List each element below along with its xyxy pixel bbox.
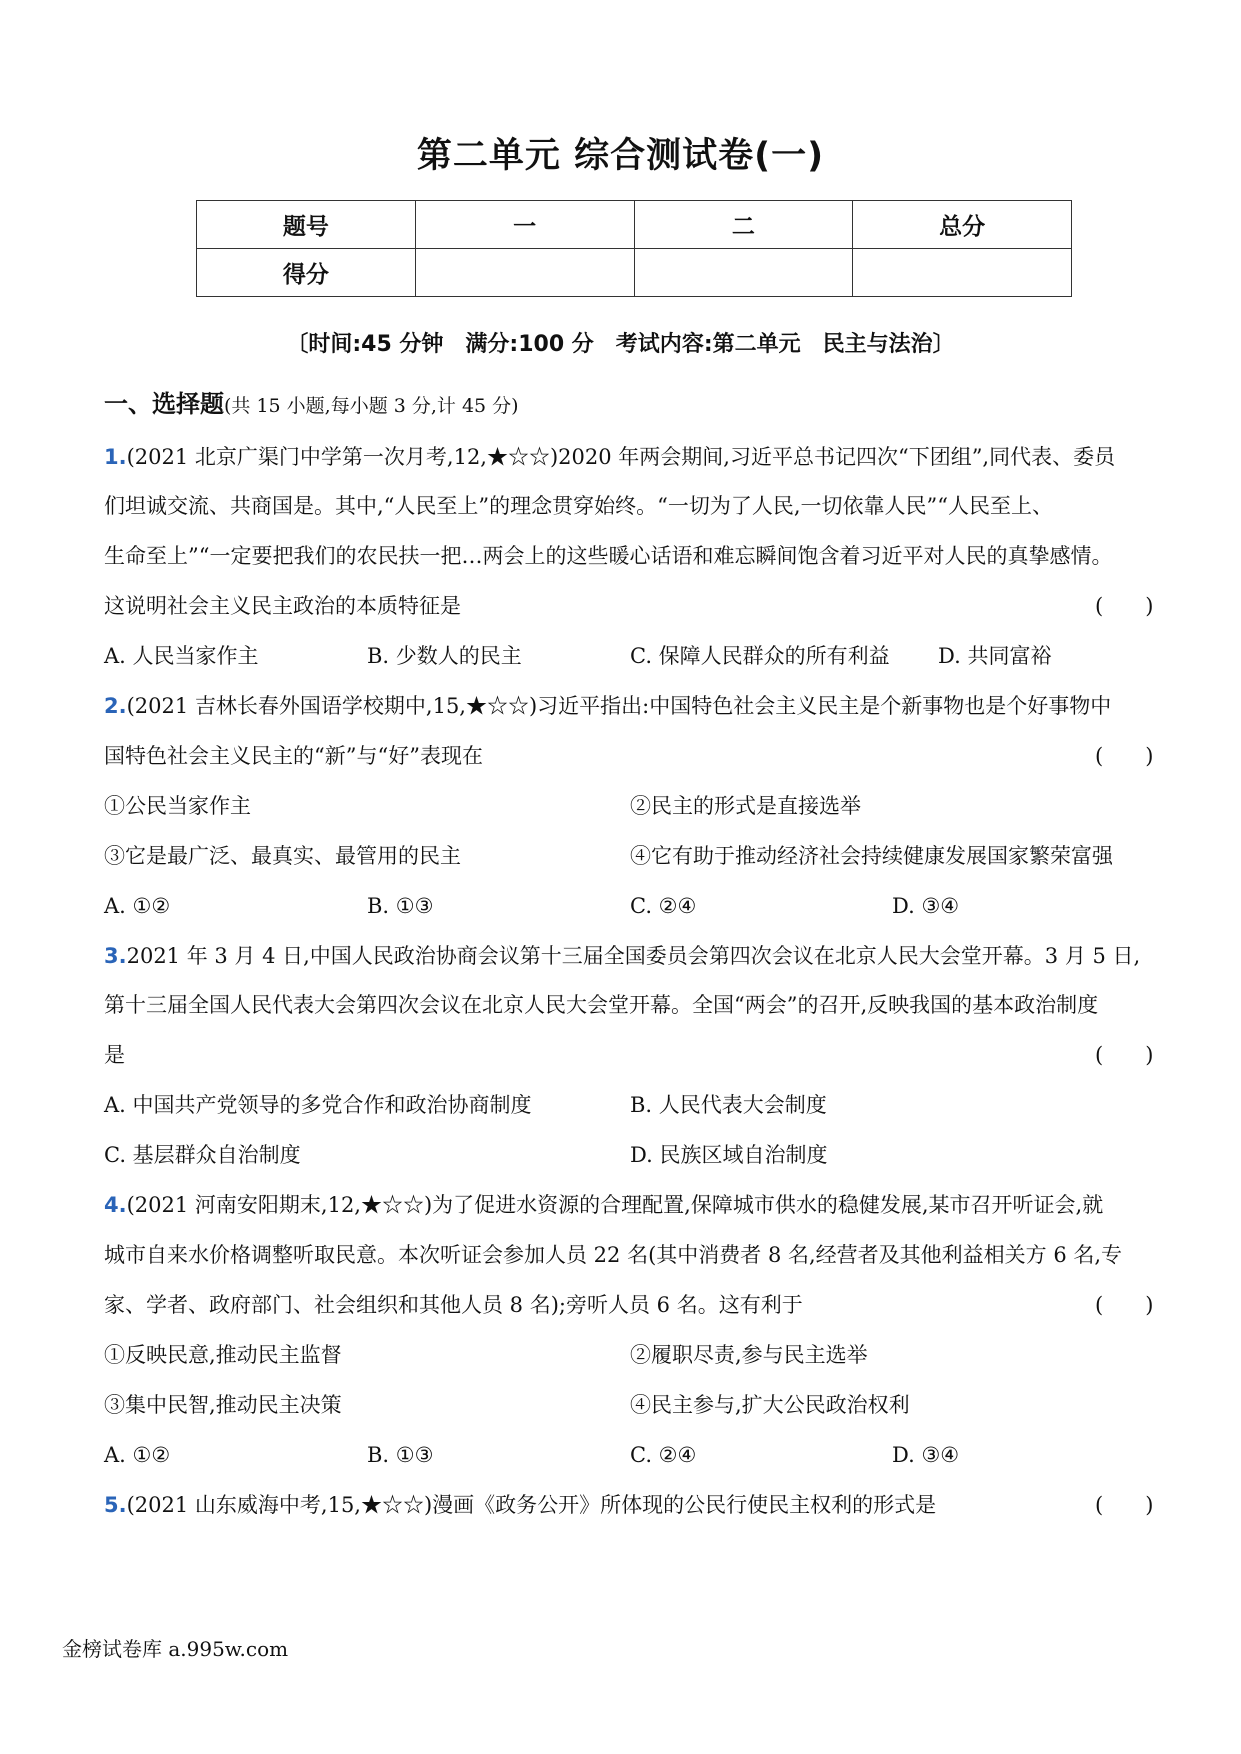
score-table-header-cell: 题号 [197,201,416,249]
question-number: 2. [104,694,127,718]
exam-info: 〔时间:45 分钟 满分:100 分 考试内容:第二单元 民主与法治〕 [286,332,955,357]
question-line: 家、学者、政府部门、社会组织和其他人员 8 名);旁听人员 6 名。这有利于 [104,1293,803,1317]
statement-1: ①公民当家作主 [104,794,251,818]
footer-watermark: 金榜试卷库 a.995w.com [62,1637,289,1661]
answer-blank: ( ) [1095,1043,1154,1067]
statement-4: ④它有助于推动经济社会持续健康发展国家繁荣富强 [630,844,1113,868]
option-a: A. ①② [104,894,171,918]
score-table-score-row [197,249,1072,297]
question-line: 生命至上”“一定要把我们的农民扶一把…两会上的这些暖心话语和难忘瞬间饱含着习近平对人民的真挚感情。 [104,544,1113,568]
option-a: A. ①② [104,1443,171,1467]
section-heading [104,384,519,419]
option-d: D. 民族区域自治制度 [630,1143,828,1167]
statement-4: ④民主参与,扩大公民政治权利 [630,1393,910,1417]
answer-blank: ( ) [1095,1493,1154,1517]
page-title: 第二单元 综合测试卷(一) [416,136,825,176]
option-d: D. 共同富裕 [938,644,1052,668]
option-b: B. ①③ [367,1443,434,1467]
option-c: C. ②④ [630,894,697,918]
statement-3: ③它是最广泛、最真实、最管用的民主 [104,844,461,868]
statement-2: ②民主的形式是直接选举 [630,794,861,818]
question-line: 4.(2021 河南安阳期末,12,★☆☆)为了促进水资源的合理配置,保障城市供水的稳健发展,某市召开听证会,就 [104,1193,1104,1217]
question-line: 国特色社会主义民主的“新”与“好”表现在 [104,744,483,768]
question-number: 3. [104,944,127,968]
answer-blank: ( ) [1095,594,1154,618]
option-a: A. 人民当家作主 [104,644,259,668]
option-d: D. ③④ [892,1443,960,1467]
option-b: B. 人民代表大会制度 [630,1093,827,1117]
question-number: 4. [104,1193,127,1217]
score-table-header-row [197,201,1072,249]
option-c: C. 基层群众自治制度 [104,1143,301,1167]
option-a: A. 中国共产党领导的多党合作和政治协商制度 [104,1093,532,1117]
question-line: 这说明社会主义民主政治的本质特征是 [104,594,461,618]
question-line: 城市自来水价格调整听取民意。本次听证会参加人员 22 名(其中消费者 8 名,经营者及其他利益相关方 6 名,专 [104,1243,1123,1267]
score-cell-blank [634,249,853,297]
score-table-header-cell: 总分 [853,201,1072,249]
score-cell-blank [415,249,634,297]
section-note: (共 15 小题,每小题 3 分,计 45 分) [224,395,519,417]
question-line: 是 [104,1043,125,1067]
option-c: C. ②④ [630,1443,697,1467]
option-b: B. ①③ [367,894,434,918]
question-line: 1.(2021 北京广渠门中学第一次月考,12,★☆☆)2020 年两会期间,习近平总书记四次“下团组”,同代表、委员 [104,445,1116,469]
question-number: 1. [104,445,127,469]
question-line: 第十三届全国人民代表大会第四次会议在北京人民大会堂开幕。全国“两会”的召开,反映我国的基本政治制度 [104,993,1099,1017]
question-line: 3.2021 年 3 月 4 日,中国人民政治协商会议第十三届全国委员会第四次会议在北京人民大会堂开幕。3 月 5 日, [104,944,1141,968]
option-c: C. 保障人民群众的所有利益 [630,644,890,668]
score-table-header-cell: 一 [415,201,634,249]
score-row-label: 得分 [197,249,416,297]
question-line: 们坦诚交流、共商国是。其中,“人民至上”的理念贯穿始终。“一切为了人民,一切依靠人民”“人民至上、 [104,494,1054,518]
section-title: 一、选择题 [104,390,224,418]
question-line: 5.(2021 山东威海中考,15,★☆☆)漫画《政务公开》所体现的公民行使民主权利的形式是 [104,1493,937,1517]
statement-1: ①反映民意,推动民主监督 [104,1343,342,1367]
statement-2: ②履职尽责,参与民主选举 [630,1343,868,1367]
score-table [196,200,1072,297]
score-table-header-cell: 二 [634,201,853,249]
option-b: B. 少数人的民主 [367,644,522,668]
question-line: 2.(2021 吉林长春外国语学校期中,15,★☆☆)习近平指出:中国特色社会主义民主是个新事物也是个好事物中 [104,694,1112,718]
statement-3: ③集中民智,推动民主决策 [104,1393,342,1417]
option-d: D. ③④ [892,894,960,918]
answer-blank: ( ) [1095,744,1154,768]
answer-blank: ( ) [1095,1293,1154,1317]
question-number: 5. [104,1493,127,1517]
score-cell-blank [853,249,1072,297]
